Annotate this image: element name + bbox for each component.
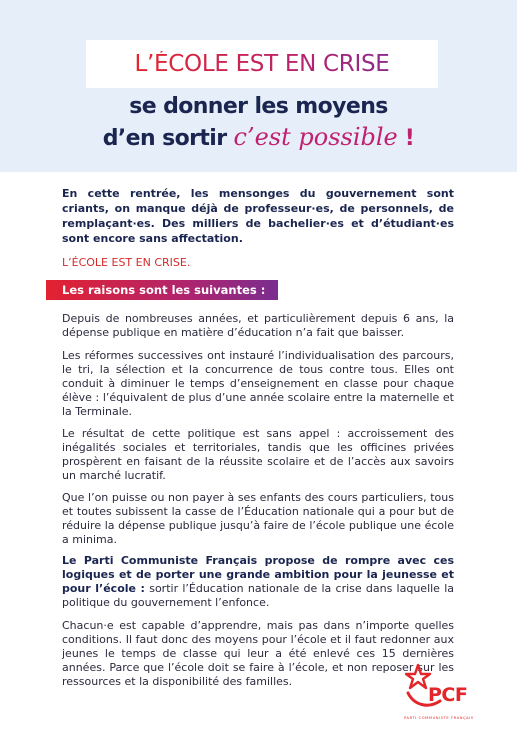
title-box xyxy=(86,40,438,88)
subtitle-prefix: d’en sortir xyxy=(102,126,234,151)
paragraph-private-lessons: Que l’on puisse ou non payer à ses enfants des cours particuliers, tous et toutes subissent la casse de l’Éducation nationale qui a pour but de réduire la dépense publique jusqu’à faire de l’école publique une école a minima. xyxy=(62,491,454,546)
pcf-proposal-rest: sortir l’Éducation nationale de la crise dans laquelle la politique du gouvernement l’enfonce. xyxy=(62,582,454,609)
subtitle-line-2 xyxy=(0,123,517,151)
paragraph-spending: Depuis de nombreuses années, et particulièrement depuis 6 ans, la dépense publique en matière d’éducation n’a fait que baisser. xyxy=(62,312,454,339)
paragraph-means: Chacun·e est capable d’apprendre, mais pas dans n’importe quelles conditions. Il faut donc des moyens pour l’école et il faut redonner aux jeunes le temps de classe qui leur a été enlevé ces 15 dernières années. Parce que l’école doit se faire à l’école, et non reposer sur les ressources et la disponibilité des familles. xyxy=(62,619,454,688)
subtitle-suffix: ! xyxy=(397,126,415,151)
reasons-banner xyxy=(46,280,278,300)
paragraph-pcf-proposal xyxy=(62,554,454,610)
paragraph-results: Le résultat de cette politique est sans appel : accroissement des inégalités sociales et territoriales, tandis que les officines privées prospèrent en faisant de la réussite scolaire et de l’accès aux savoirs un marché lucratif. xyxy=(62,427,454,482)
pcf-logo-subline: PARTI COMMUNISTE FRANÇAIS xyxy=(404,716,474,720)
reasons-banner-label: Les raisons sont les suivantes : xyxy=(62,283,266,297)
pcf-logo: PCF xyxy=(428,684,468,706)
pcf-proposal-bold: Le Parti Communiste Français propose de rompre avec ces logiques et de porter une grande ambition pour la jeunesse et pour l’école : xyxy=(62,554,454,595)
header-band xyxy=(0,0,517,172)
intro-paragraph: En cette rentrée, les mensonges du gouvernement sont criants, on manque déjà de professeur·es, de personnels, de remplaçant·es. Des milliers de bachelier·es et d’étudiant·es sont encore sans affectation. xyxy=(62,187,454,245)
subtitle-line-1: se donner les moyens xyxy=(129,94,388,119)
page-title: L’ÉCOLE EST EN CRISE xyxy=(134,51,390,77)
crisis-statement: L’ÉCOLE EST EN CRISE. xyxy=(62,256,191,269)
subtitle-emphasis: c’est possible xyxy=(233,123,398,151)
paragraph-reforms: Les réformes successives ont instauré l’individualisation des parcours, le tri, la sélection et la concurrence de tous contre tous. Elles ont conduit à diminuer le temps d’enseignement en classe pour chaque élève : l’équivalent de plus d’une année scolaire entre la maternelle et la Terminale. xyxy=(62,349,454,418)
